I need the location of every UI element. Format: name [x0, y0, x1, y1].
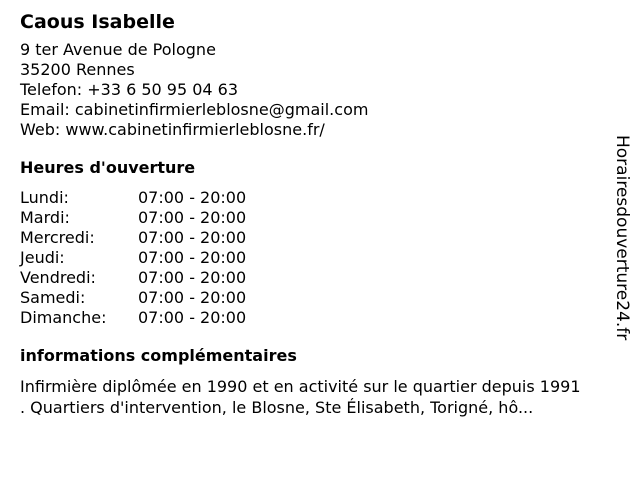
day-label: Vendredi:	[20, 268, 96, 287]
time-range: 07:00 - 20:00	[138, 228, 247, 247]
hours-row-saturday	[20, 288, 610, 308]
hours-row-thursday	[20, 248, 610, 268]
time-range: 07:00 - 20:00	[138, 288, 247, 307]
opening-hours-heading: Heures d'ouverture	[20, 158, 196, 177]
day-label: Jeudi:	[20, 248, 65, 267]
day-label: Mardi:	[20, 208, 70, 227]
time-range: 07:00 - 20:00	[138, 268, 247, 287]
hours-row-wednesday	[20, 228, 610, 248]
site-watermark: Horairesdouverture24.fr	[612, 135, 632, 341]
additional-info-line: . Quartiers d'intervention, le Blosne, Ste Élisabeth, Torigné, hô...	[20, 398, 534, 417]
address-line-street: 9 ter Avenue de Pologne	[20, 40, 216, 59]
business-name: Caous Isabelle	[20, 11, 175, 33]
hours-row-monday	[20, 188, 610, 208]
day-label: Samedi:	[20, 288, 86, 307]
day-label: Dimanche:	[20, 308, 107, 327]
address-line-city: 35200 Rennes	[20, 60, 135, 79]
time-range: 07:00 - 20:00	[138, 248, 247, 267]
phone-line: Telefon: +33 6 50 95 04 63	[20, 80, 239, 99]
time-range: 07:00 - 20:00	[138, 308, 247, 327]
day-label: Mercredi:	[20, 228, 95, 247]
time-range: 07:00 - 20:00	[138, 208, 247, 227]
opening-hours-table	[20, 188, 610, 328]
day-label: Lundi:	[20, 188, 69, 207]
hours-row-tuesday	[20, 208, 610, 228]
email-line: Email: cabinetinfirmierleblosne@gmail.com	[20, 100, 369, 119]
additional-info-line: Infirmière diplômée en 1990 et en activité sur le quartier depuis 1991	[20, 377, 581, 396]
business-card	[20, 10, 610, 418]
additional-info-heading: informations complémentaires	[20, 346, 297, 365]
website-line: Web: www.cabinetinfirmierleblosne.fr/	[20, 120, 325, 139]
hours-row-friday	[20, 268, 610, 288]
time-range: 07:00 - 20:00	[138, 188, 247, 207]
hours-row-sunday	[20, 308, 610, 328]
